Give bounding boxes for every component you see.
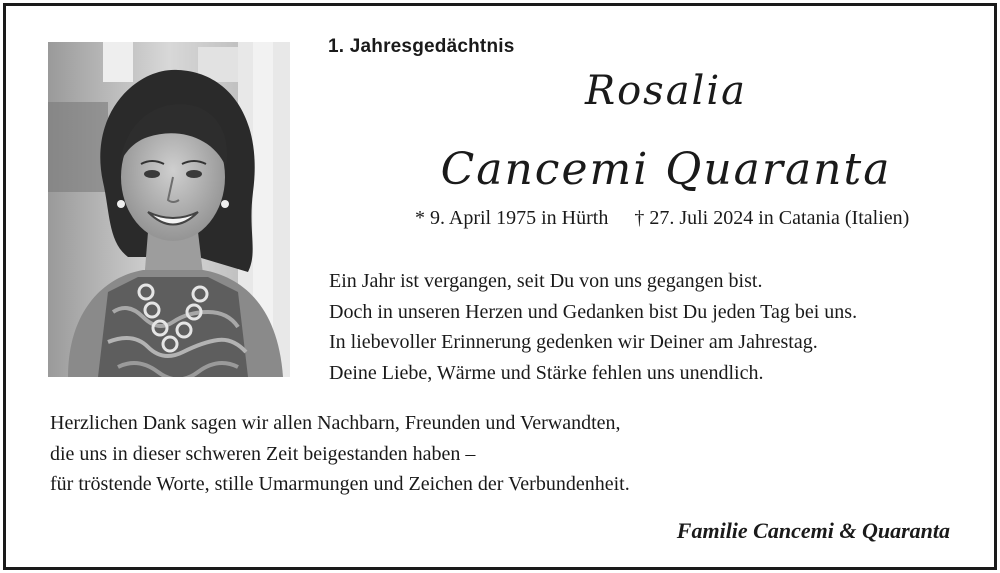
- memorial-line: Doch in unseren Herzen und Gedanken bist Du jeden Tag bei uns.: [329, 300, 858, 323]
- memorial-line: In liebevoller Erinnerung gedenken wir Deiner am Jahrestag.: [329, 331, 818, 353]
- family-signature: Familie Cancemi & Quaranta: [676, 518, 950, 543]
- death-date: † 27. Juli 2024 in Catania (Italien): [634, 207, 910, 229]
- memorial-line: Ein Jahr ist vergangen, seit Du von uns gegangen bist.: [329, 270, 763, 292]
- obituary-notice: [3, 3, 997, 570]
- deceased-first-name: Rosalia: [584, 68, 747, 114]
- birth-date: * 9. April 1975 in Hürth: [415, 207, 609, 229]
- memorial-text: [329, 266, 857, 388]
- anniversary-label: 1. Jahresgedächtnis: [328, 36, 515, 57]
- deceased-last-name: Cancemi Quaranta: [440, 144, 892, 195]
- thanks-line: die uns in dieser schweren Zeit beigestanden haben –: [50, 442, 476, 465]
- thanks-text: [50, 408, 630, 500]
- memorial-line: Deine Liebe, Wärme und Stärke fehlen uns unendlich.: [329, 361, 764, 384]
- thanks-line: für tröstende Worte, stille Umarmungen und Zeichen der Verbundenheit.: [50, 473, 630, 495]
- life-dates: [415, 207, 909, 230]
- thanks-line: Herzlichen Dank sagen wir allen Nachbarn, Freunden und Verwandten,: [50, 412, 621, 434]
